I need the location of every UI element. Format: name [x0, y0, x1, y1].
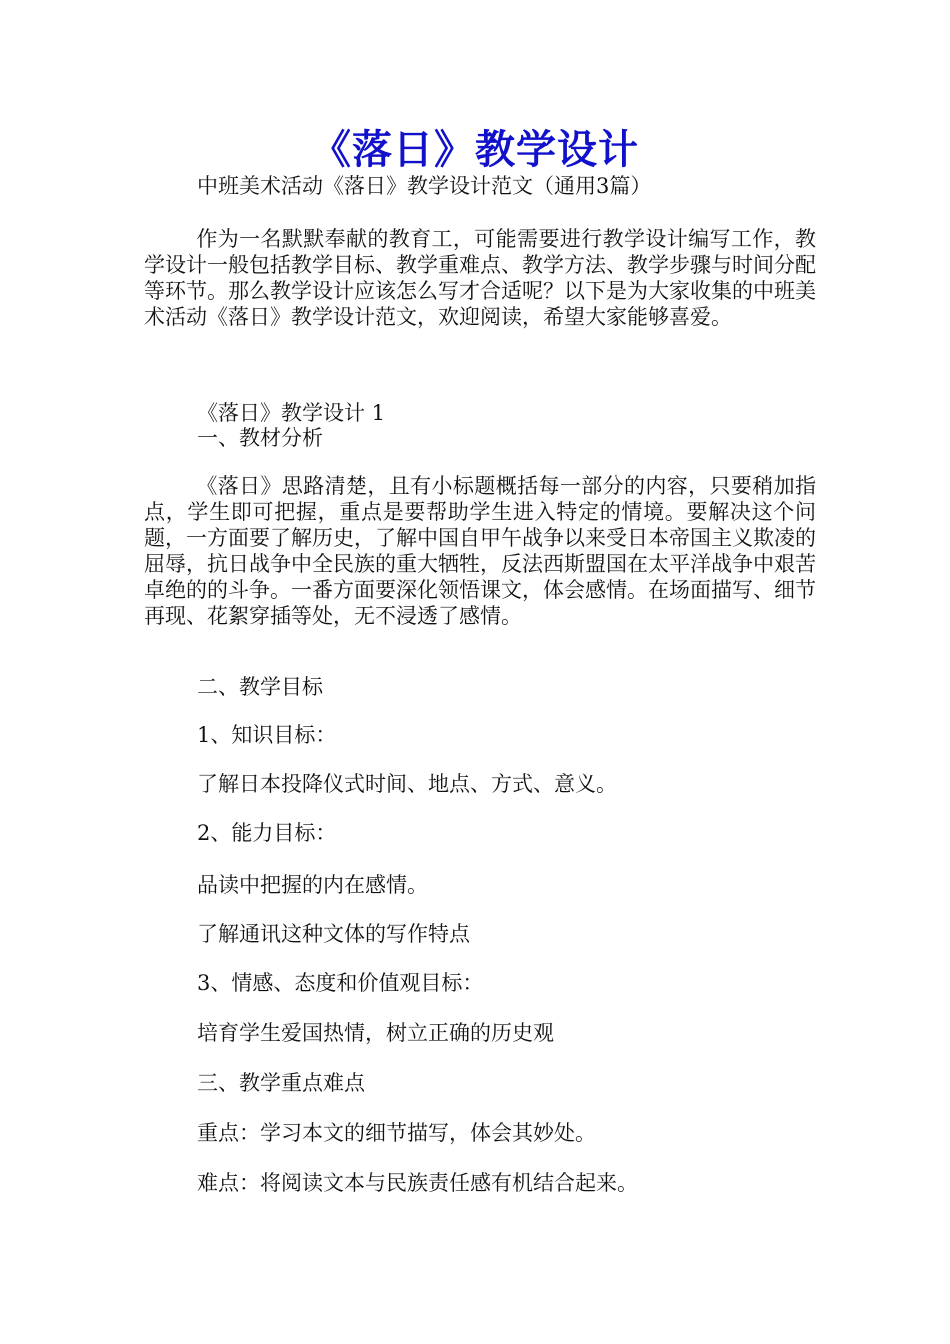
goal2-text-2: 了解通讯这种文体的写作特点	[197, 922, 470, 946]
part1-text: 《落日》思路清楚，且有小标题概括每一部分的内容，只要稍加指点，学生即可把握，重点是要帮助学生进入特定的情境。要解决这个问题，一方面要了解历史，了解中国自甲午战争以来受日本帝国主义欺凌的屈辱，抗日战争中全民族的重大牺牲，反法西斯盟国在太平洋战争中艰苦卓绝的的斗争。一番方面要深化领悟课文，体会感情。在场面描写、细节再现、花絮穿插等处，无不浸透了感情。	[144, 474, 816, 628]
difficulty-text: 难点：将阅读文本与民族责任感有机结合起来。	[197, 1171, 638, 1195]
part1-heading: 一、教材分析	[197, 426, 323, 450]
document-subtitle: 中班美术活动《落日》教学设计范文（通用3篇）	[197, 174, 652, 198]
goal3-heading: 3、情感、态度和价值观目标：	[197, 971, 484, 995]
part3-heading: 三、教学重点难点	[197, 1071, 365, 1095]
intro-text: 作为一名默默奉献的教育工，可能需要进行教学设计编写工作，教学设计一般包括教学目标、教学重难点、教学方法、教学步骤与时间分配等环节。那么教学设计应该怎么写才合适呢？以下是为大家收集的中班美术活动《落日》教学设计范文，欢迎阅读，希望大家能够喜爱。	[144, 227, 816, 329]
document-title: 《落日》教学设计	[311, 126, 639, 173]
goal3-text: 培育学生爱国热情，树立正确的历史观	[197, 1021, 554, 1045]
goal2-text-1: 品读中把握的内在感情。	[197, 873, 428, 897]
key-point-text: 重点：学习本文的细节描写，体会其妙处。	[197, 1121, 596, 1145]
intro-paragraph	[144, 226, 816, 330]
goal1-heading: 1、知识目标：	[197, 723, 337, 747]
goal1-text: 了解日本投降仪式时间、地点、方式、意义。	[197, 772, 617, 796]
goal2-heading: 2、能力目标：	[197, 821, 337, 845]
section-heading: 《落日》教学设计 1	[197, 401, 386, 425]
part1-paragraph	[144, 473, 816, 629]
part2-heading: 二、教学目标	[197, 675, 323, 699]
